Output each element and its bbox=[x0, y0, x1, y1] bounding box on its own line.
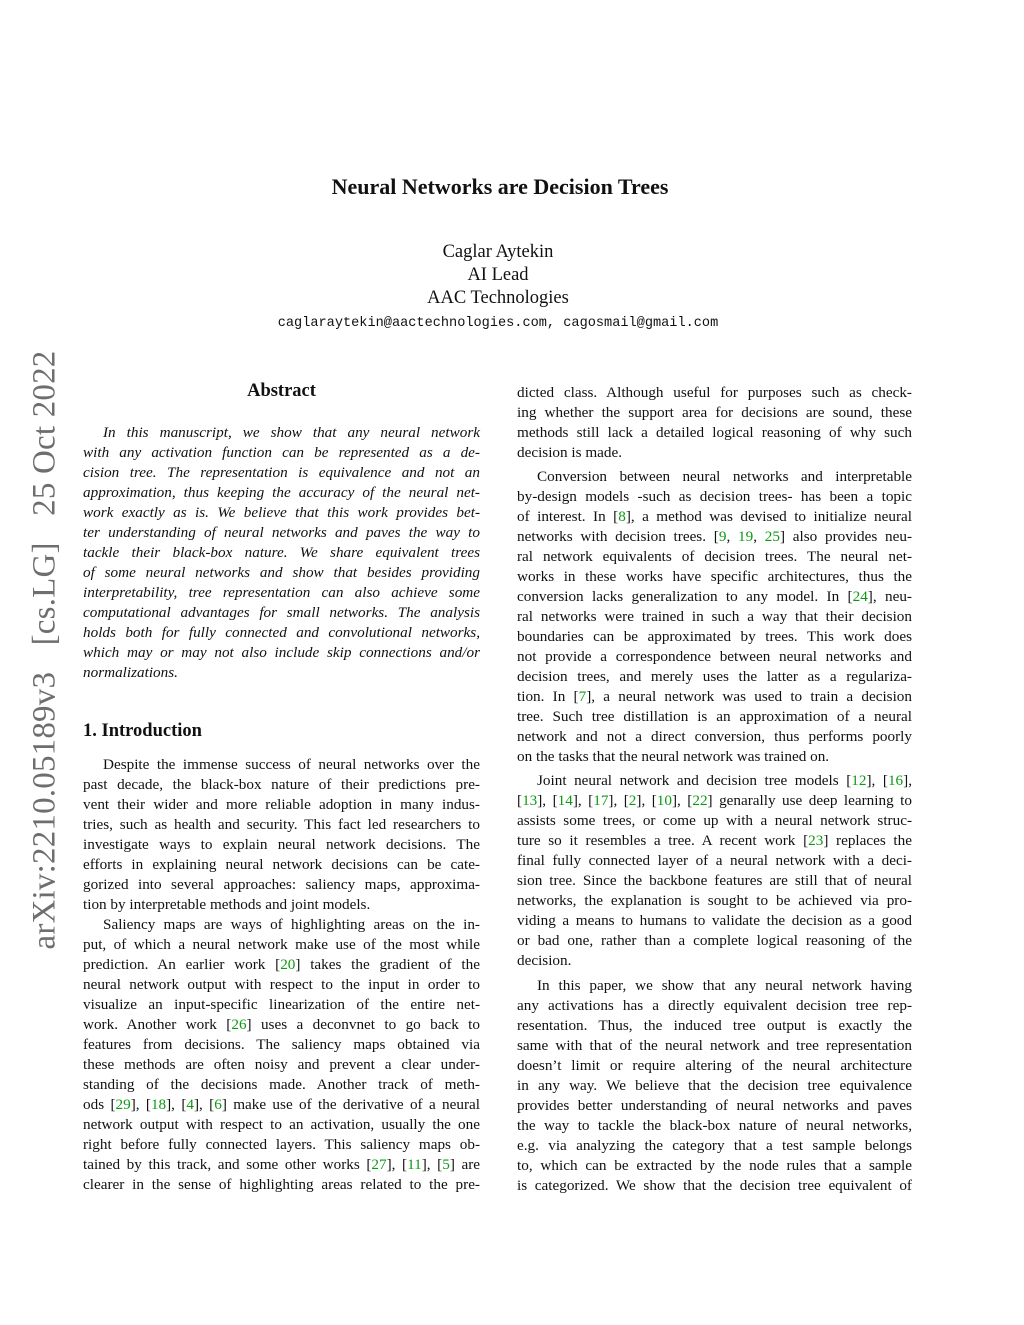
author-emails: caglaraytekin@aactechnologies.com, cagosmail@gmail.com bbox=[277, 316, 719, 331]
abstract-line: interpretability, tree representation can also achieve some bbox=[83, 584, 480, 601]
paper-title: Neural Networks are Decision Trees bbox=[331, 174, 669, 199]
citation-link[interactable]: 19 bbox=[738, 528, 754, 545]
text-line: ture so it resembles a tree. A recent work [23] replaces the bbox=[517, 832, 912, 849]
text-line: in any way. We believe that the decision tree equivalence bbox=[517, 1077, 912, 1094]
abstract-body bbox=[83, 423, 480, 683]
text-line: decision trees, and merely uses the latter as a regulariza- bbox=[517, 668, 912, 685]
abstract-line: with any activation function can be represented as a de- bbox=[83, 444, 480, 461]
text-line: clearer in the sense of highlighting areas related to the pre- bbox=[83, 1176, 480, 1193]
citation-link[interactable]: 2 bbox=[628, 792, 637, 809]
text-line: final fully connected layer of a neural network with a deci- bbox=[517, 852, 912, 869]
text-line: provides better understanding of neural networks and paves bbox=[517, 1097, 912, 1114]
text-line: right before fully connected layers. This saliency maps ob- bbox=[83, 1136, 480, 1153]
text-line: tree. Such tree distillation is an approximation of a neural bbox=[517, 708, 912, 725]
arxiv-sidebar bbox=[27, 341, 64, 958]
text-line: ing whether the support area for decisions are sound, these bbox=[517, 404, 912, 421]
text-line: put, of which a neural network make use of the most while bbox=[83, 936, 480, 953]
abstract-line: work exactly as is. We believe that this work provides bet- bbox=[83, 504, 480, 521]
text-line: or bad one, rather than a complete logical reasoning of the bbox=[517, 932, 912, 949]
citation-link[interactable]: 25 bbox=[764, 528, 780, 545]
citation-link[interactable]: 11 bbox=[407, 1156, 422, 1173]
text-line: sion tree. Since the backbone features are still that of neural bbox=[517, 872, 912, 889]
intro-paragraph-1 bbox=[83, 755, 480, 915]
text-line: tion. In [7], a neural network was used to train a decision bbox=[517, 688, 912, 705]
text-line: work. Another work [26] uses a deconvnet to go back to bbox=[83, 1016, 480, 1033]
text-line: viding a means to humans to validate the decision as a good bbox=[517, 912, 912, 929]
text-line: works in these works have specific architectures, thus the bbox=[517, 568, 912, 585]
text-line: networks, the explanation is sought to be achieved via pro- bbox=[517, 892, 912, 909]
citation-link[interactable]: 26 bbox=[231, 1016, 247, 1033]
text-line: methods still lack a detailed logical reasoning of why such bbox=[517, 424, 912, 441]
citation-link[interactable]: 7 bbox=[578, 688, 587, 705]
text-line: boundaries can be approximated by trees. This work does bbox=[517, 628, 912, 645]
text-line: investigate ways to explain neural network decisions. The bbox=[83, 836, 480, 853]
abstract-line: In this manuscript, we show that any neural network bbox=[103, 424, 480, 441]
text-line: assists some trees, or come up with a neural network struc- bbox=[517, 812, 912, 829]
citation-link[interactable]: 17 bbox=[593, 792, 609, 809]
abstract-line: ter understanding of neural networks and paves the way to bbox=[83, 524, 480, 541]
text-line: not provide a correspondence between neural networks and bbox=[517, 648, 912, 665]
text-line: to, which can be extracted by the node rules that a sample bbox=[517, 1157, 912, 1174]
abstract-line: computational advantages for small networks. The analysis bbox=[83, 604, 480, 621]
text-line: ods [29], [18], [4], [6] make use of the derivative of a neural bbox=[83, 1096, 480, 1113]
text-line: is categorized. We show that the decision tree equivalent of bbox=[517, 1177, 912, 1194]
right-column bbox=[517, 383, 912, 1196]
text-line: networks with decision trees. [9, 19, 25] also provides neu- bbox=[517, 528, 913, 545]
text-line: Joint neural network and decision tree models [12], [16], bbox=[537, 772, 912, 789]
citation-link[interactable]: 27 bbox=[371, 1156, 387, 1173]
citation-link[interactable]: 29 bbox=[115, 1096, 131, 1113]
text-line: tion by interpretable methods and joint models. bbox=[83, 896, 371, 913]
citation-link[interactable]: 18 bbox=[150, 1096, 167, 1113]
abstract-line: cision tree. The representation is equivalence and not an bbox=[83, 464, 480, 481]
text-line: doesn’t limit or require altering of the neural architecture bbox=[517, 1057, 912, 1074]
text-line: Saliency maps are ways of highlighting areas on the in- bbox=[103, 916, 480, 933]
abstract-line: of some neural networks and show that besides providing bbox=[83, 564, 480, 581]
text-line: standing of the decisions made. Another track of meth- bbox=[83, 1076, 480, 1093]
text-line: on the tasks that the neural network was trained on. bbox=[517, 748, 830, 765]
citation-link[interactable]: 6 bbox=[214, 1096, 222, 1113]
abstract-line: approximation, thus keeping the accuracy of the neural net- bbox=[83, 484, 480, 501]
citation-link[interactable]: 4 bbox=[186, 1096, 194, 1113]
text-line: by-design models -such as decision trees- has been a topic bbox=[517, 488, 912, 505]
abstract-heading: Abstract bbox=[247, 381, 316, 401]
author-role: AI Lead bbox=[467, 265, 529, 285]
arxiv-date: 25 Oct 2022 bbox=[26, 350, 63, 516]
text-line: dicted class. Although useful for purposes such as check- bbox=[517, 384, 912, 401]
text-line: In this paper, we show that any neural network having bbox=[537, 977, 912, 994]
section-heading-introduction: 1. Introduction bbox=[83, 721, 202, 741]
text-line: tries, such as health and security. This fact led researchers to bbox=[83, 816, 480, 833]
text-line: visualize an input-specific linearization of the entire net- bbox=[83, 996, 480, 1013]
citation-link[interactable]: 24 bbox=[852, 588, 868, 605]
text-line: prediction. An earlier work [20] takes the gradient of the bbox=[83, 956, 480, 973]
text-line: decision is made. bbox=[517, 444, 623, 461]
arxiv-id: arXiv:2210.05189v3 bbox=[26, 671, 63, 950]
citation-link[interactable]: 12 bbox=[851, 772, 867, 789]
text-line: vent their wider and more reliable adoption in many indus- bbox=[83, 796, 480, 813]
text-line: neural network output with respect to the input in order to bbox=[83, 976, 480, 993]
text-line: ral networks were trained in such a way that their decision bbox=[517, 608, 912, 625]
citation-link[interactable]: 5 bbox=[442, 1156, 450, 1173]
text-line: efforts in explaining neural network decisions can be cate- bbox=[83, 856, 480, 873]
citation-link[interactable]: 9 bbox=[718, 528, 727, 545]
text-line: e.g. via analyzing the category that a test sample belongs bbox=[517, 1137, 912, 1154]
text-line: Despite the immense success of neural networks over the bbox=[103, 756, 480, 773]
text-line: decision. bbox=[517, 952, 572, 969]
author-affiliation: AAC Technologies bbox=[427, 288, 569, 308]
abstract-line: which may or may not also include skip connections and/or bbox=[83, 644, 480, 661]
abstract-line: normalizations. bbox=[83, 664, 178, 681]
text-line: the way to tackle the black-box nature of neural networks, bbox=[517, 1117, 912, 1134]
text-line: ral network equivalents of decision trees. The neural net- bbox=[517, 548, 912, 565]
paragraph-conversion bbox=[517, 467, 912, 767]
text-line: conversion lacks generalization to any model. In [24], neu- bbox=[517, 588, 912, 605]
text-line: these methods are often noisy and prevent a clear under- bbox=[83, 1056, 480, 1073]
text-line: features from decisions. The saliency maps obtained via bbox=[83, 1036, 480, 1053]
author-name: Caglar Aytekin bbox=[442, 242, 554, 262]
paragraph-joint-models bbox=[517, 771, 912, 971]
text-line: Conversion between neural networks and interpretable bbox=[537, 468, 912, 485]
paragraph-contribution bbox=[517, 976, 912, 1196]
text-line: resentation. Thus, the induced tree output is exactly the bbox=[517, 1017, 912, 1034]
citation-link[interactable]: 14 bbox=[557, 792, 573, 809]
citation-link[interactable]: 8 bbox=[618, 508, 626, 525]
text-line: network output with respect to an activation, usually the one bbox=[83, 1116, 480, 1133]
citation-link[interactable]: 20 bbox=[280, 956, 296, 973]
citation-link[interactable]: 23 bbox=[808, 832, 824, 849]
text-line: past decade, the black-box nature of their predictions pre- bbox=[83, 776, 480, 793]
arxiv-category: [cs.LG] bbox=[26, 542, 63, 646]
left-column bbox=[83, 381, 480, 1195]
text-line: same with that of the neural network and tree representation bbox=[517, 1037, 912, 1054]
abstract-line: tackle their black-box nature. We share equivalent trees bbox=[83, 544, 480, 561]
paragraph-continued bbox=[517, 383, 912, 463]
citation-link[interactable]: 16 bbox=[887, 772, 904, 789]
citation-link[interactable]: 13 bbox=[522, 792, 538, 809]
text-line: gorized into several approaches: saliency maps, approxima- bbox=[83, 876, 480, 893]
intro-paragraph-2 bbox=[83, 915, 480, 1195]
text-line: [13], [14], [17], [2], [10], [22] genarally use deep learning to bbox=[517, 792, 912, 809]
citation-link[interactable]: 22 bbox=[692, 792, 708, 809]
text-line: tained by this track, and some other works [27], [11], [5] are bbox=[83, 1156, 480, 1173]
abstract-line: holds both for fully connected and convolutional networks, bbox=[83, 624, 480, 641]
text-line: any activations has a directly equivalent decision tree rep- bbox=[517, 997, 912, 1014]
text-line: of interest. In [8], a method was devised to initialize neural bbox=[517, 508, 913, 525]
citation-link[interactable]: 10 bbox=[656, 792, 672, 809]
text-line: network and not a direct conversion, thus performs poorly bbox=[517, 728, 912, 745]
